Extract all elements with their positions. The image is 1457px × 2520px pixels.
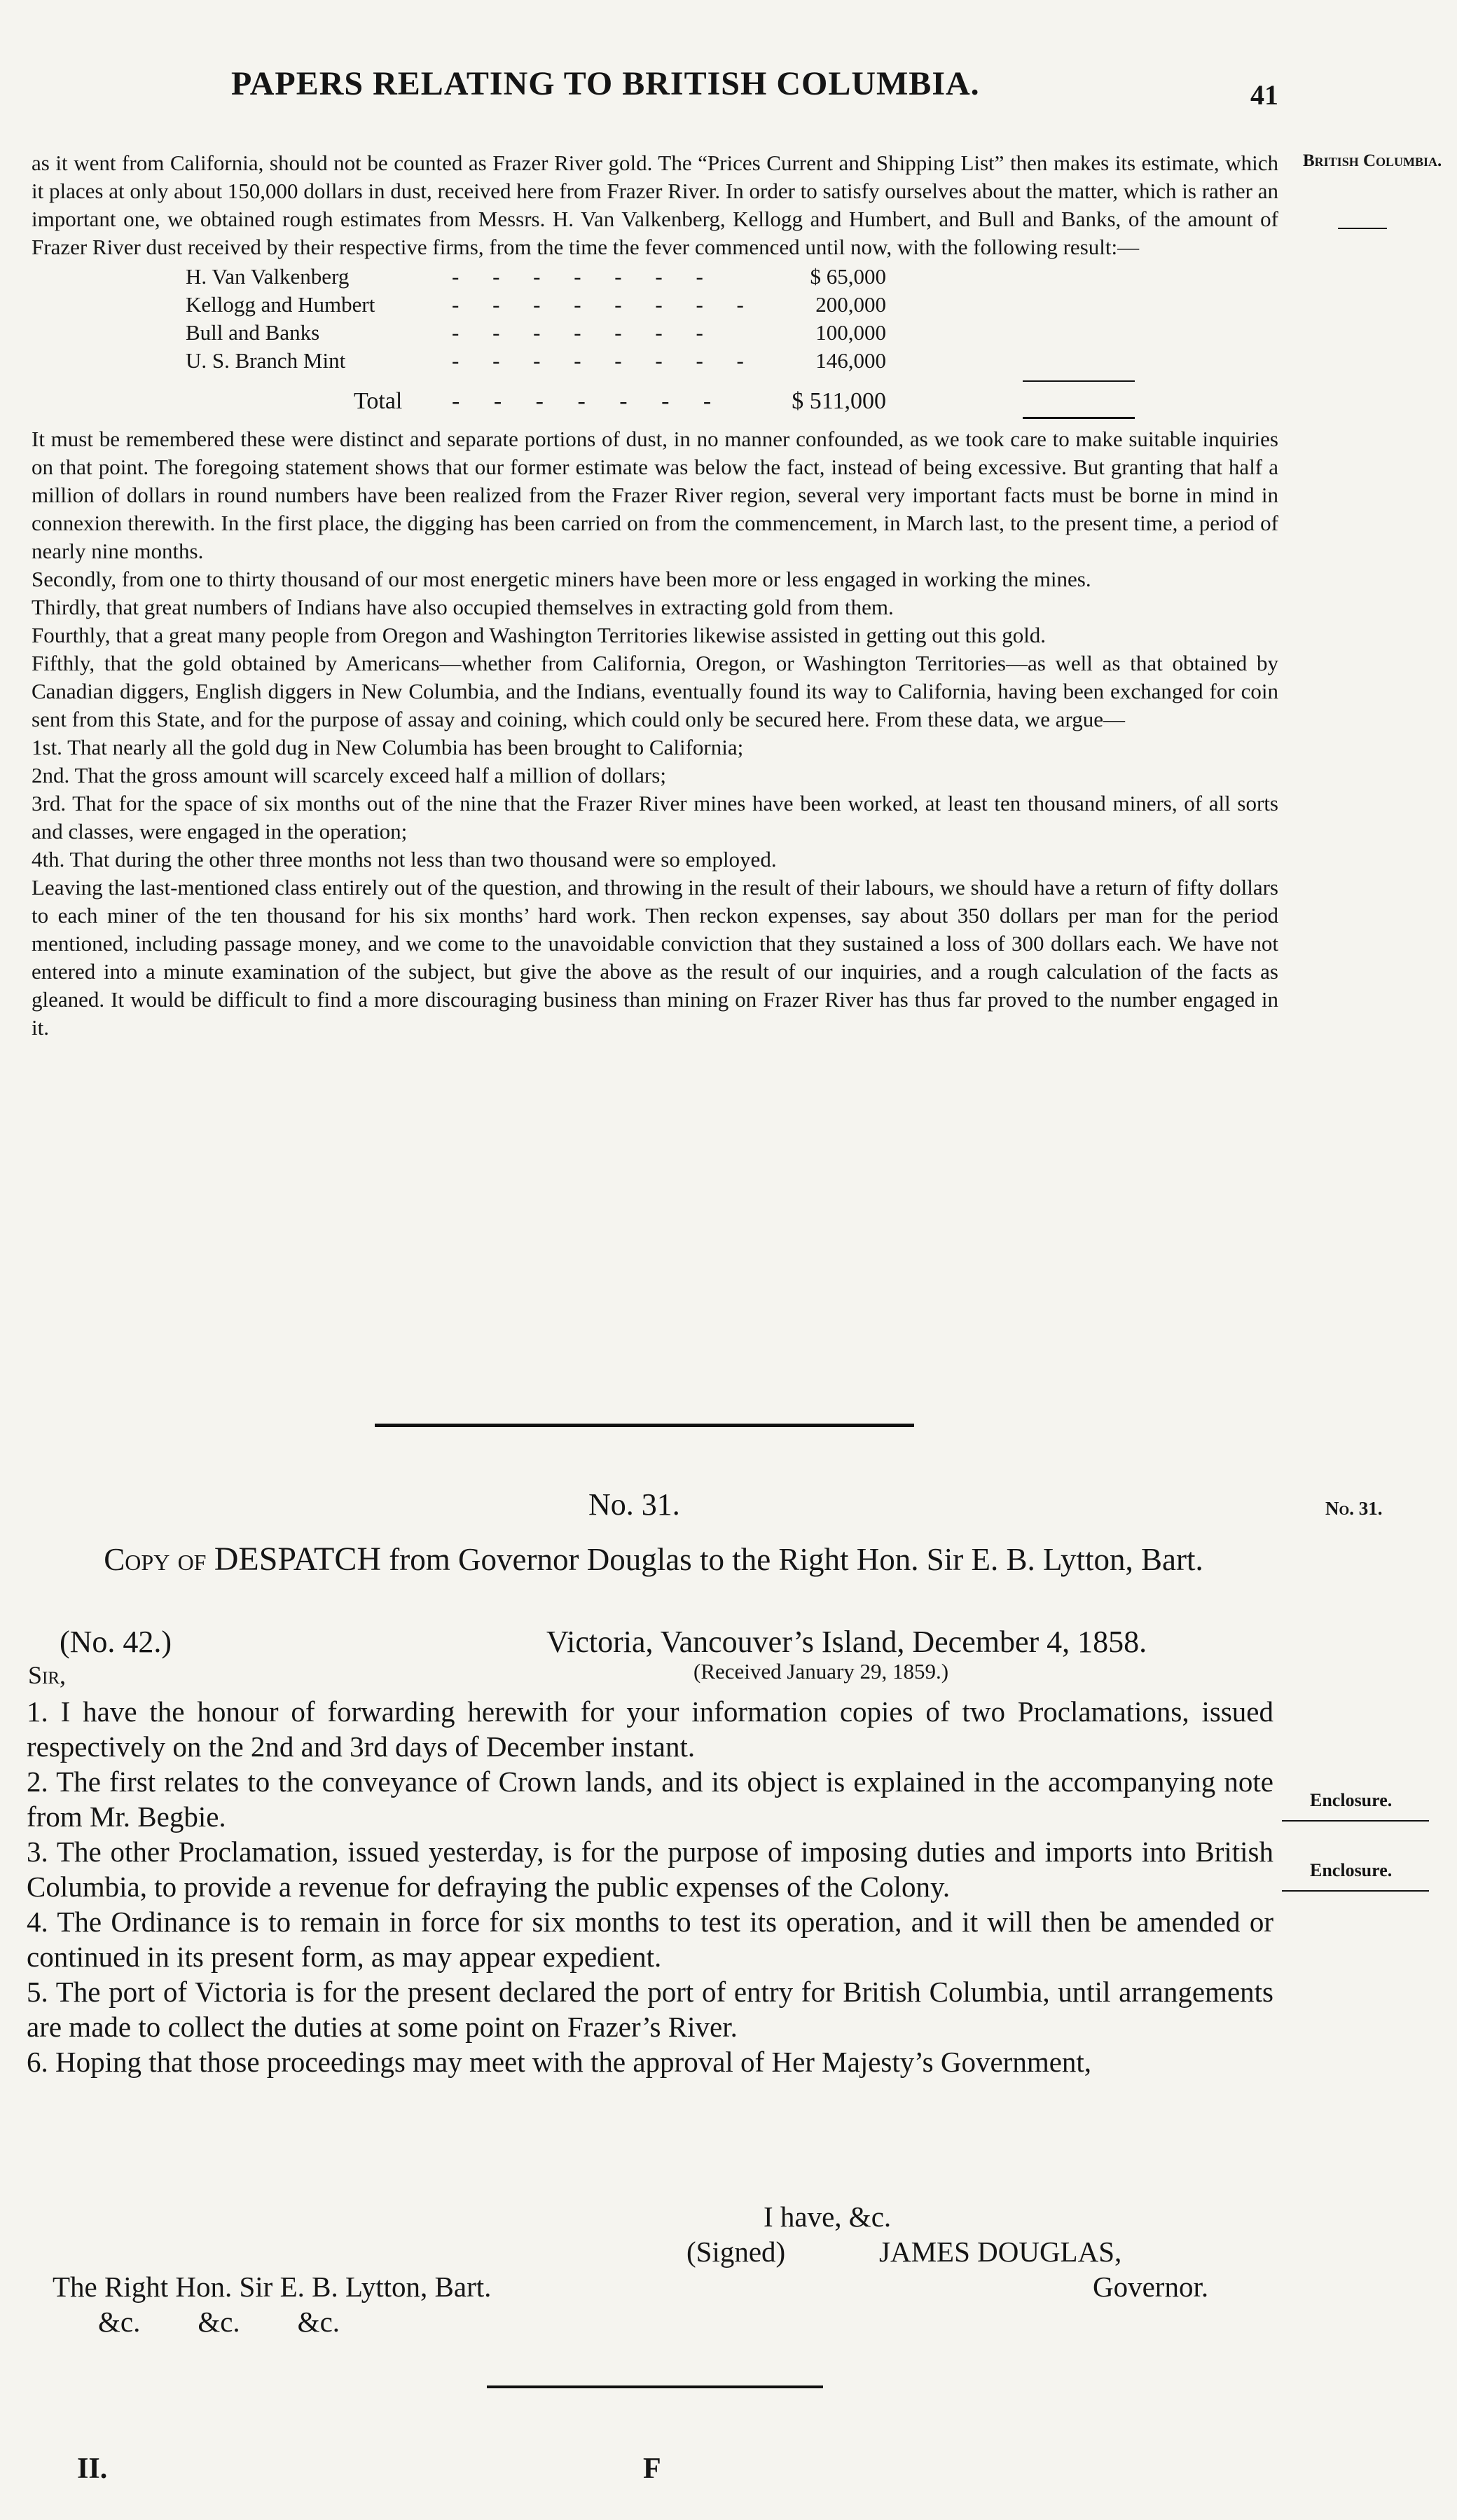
margin-rule <box>1282 1820 1429 1822</box>
title-despatch: DESPATCH <box>214 1541 382 1578</box>
table-row <box>32 319 1278 347</box>
paragraph-intro: as it went from California, should not be counted as Frazer River gold. The “Prices Current and Shipping List” then makes its estimate, which it places at only about 150,000 dollars in dust, received here from Frazer River. In order to satisfy ourselves about the matter, which is rather an important one, we obtained rough estimates from Messrs. H. Van Valkenberg, Kellogg and Humbert, and Bull and Banks, of the amount of Frazer River dust received by their respective firms, from the time the fever commenced until now, with the following result:— <box>32 151 1278 259</box>
paragraph: Leaving the last-mentioned class entirely out of the question, and throwing in the result of their labours, we should have a return of fifty dollars to each miner of the ten thousand for his six months’ hard work. Then reckon expenses, say about 350 dollars per man for the period mentioned, including passage money, and we come to the unavoidable conviction that they sustained a loss of 300 dollars each. We have not entered into a minute examination of the subject, but give the above as the result of our inquiries, and a rough calculation of the facts as gleaned. It would be difficult to find a more discouraging business than mining on Frazer River has thus far proved to the number engaged in it. <box>32 875 1278 1040</box>
table-cell-name: Kellogg and Humbert <box>186 292 375 317</box>
margin-note-british-columbia: British Columbia. <box>1303 151 1442 170</box>
signed-label: (Signed) <box>686 2236 786 2268</box>
paragraph: Secondly, from one to thirty thousand of our most energetic miners have been more or less engaged in working the mines. <box>32 567 1091 591</box>
signature-mark-center: F <box>643 2453 661 2485</box>
list-item: 2nd. That the gross amount will scarcely exceed half a million of dollars; <box>32 763 666 787</box>
table-cell-name: H. Van Valkenberg <box>186 264 350 289</box>
page-number: 41 <box>1250 79 1278 111</box>
list-item: 1st. That nearly all the gold dug in New Columbia has been brought to California; <box>32 735 744 759</box>
place-date: Victoria, Vancouver’s Island, December 4, 1858. <box>546 1625 1147 1659</box>
margin-number: No. 31. <box>1325 1498 1383 1519</box>
table-cell-leader: - - - - - - - <box>452 320 717 345</box>
addressee: The Right Hon. Sir E. B. Lytton, Bart. <box>53 2271 492 2303</box>
total-label: Total <box>354 388 403 414</box>
addressee-etc: &c. &c. &c. <box>98 2306 340 2338</box>
table-row <box>32 263 1278 291</box>
signer-name: JAMES DOUGLAS, <box>879 2236 1122 2268</box>
document-number: No. 31. <box>588 1487 680 1522</box>
sum-rule <box>1023 380 1135 382</box>
paragraph: 4. The Ordinance is to remain in force for six months to test its operation, and it will then be amended or continued in its present form, as may appear expedient. <box>27 1906 1273 1973</box>
list-item: 3rd. That for the space of six months out of the nine that the Frazer River mines have been worked, at least ten thousand miners, of all sorts and classes, were engaged in the operation; <box>32 791 1278 844</box>
paragraph: Fifthly, that the gold obtained by Americans—whether from California, Oregon, or Washington Territories—as well as that obtained by Canadian diggers, English diggers in New Columbia, and the Indians, eventually found its way to California, having been exchanged for coin sent from this State, and for the purpose of assay and coining, which could only be secured here. From these data, we argue— <box>32 651 1278 731</box>
received-date: (Received January 29, 1859.) <box>693 1659 949 1684</box>
article-body <box>32 149 1278 1042</box>
salutation: Sir, <box>28 1661 67 1689</box>
margin-enclosure: Enclosure. <box>1310 1790 1393 1810</box>
table-cell-leader: - - - - - - - - <box>452 348 758 373</box>
table-row <box>32 347 1278 375</box>
paragraph: It must be remembered these were distinct and separate portions of dust, in no manner confounded, as we took care to make suitable inquiries on that point. The foregoing statement shows that our former estimate was below the fact, instead of being excessive. But granting that half a million of dollars in round numbers have been realized from the Frazer River region, several very important facts must be borne in mind in connexion therewith. In the first place, the digging has been carried on from the commencement, in March last, to the present time, a period of nearly nine months. <box>32 427 1278 563</box>
list-item: 4th. That during the other three months not less than two thousand were so employed. <box>32 847 777 872</box>
closing-divider <box>487 2385 823 2388</box>
paragraph: 5. The port of Victoria is for the present declared the port of entry for British Columbia, until arrangements are made to collect the duties at some point on Frazer’s River. <box>27 1976 1273 2043</box>
table-cell-leader: - - - - - - - <box>452 264 717 289</box>
despatch-title <box>27 1538 1280 1581</box>
table-row <box>32 291 1278 319</box>
table-cell-leader: - - - - - - - <box>452 388 726 414</box>
table-cell-amount: 100,000 <box>815 320 886 345</box>
signer-title: Governor. <box>1093 2271 1209 2303</box>
table-cell-name: U. S. Branch Mint <box>186 348 346 373</box>
table-cell-leader: - - - - - - - - <box>452 292 758 317</box>
title-copy: Copy of <box>104 1542 207 1577</box>
despatch-number: (No. 42.) <box>60 1625 172 1659</box>
table-cell-amount: $ 65,000 <box>810 264 886 289</box>
page-title: PAPERS RELATING TO BRITISH COLUMBIA. <box>231 65 980 102</box>
margin-rule <box>1338 228 1387 229</box>
margin-rule <box>1282 1890 1429 1892</box>
table-cell-amount: 146,000 <box>815 348 886 373</box>
paragraph: Thirdly, that great numbers of Indians have also occupied themselves in extracting gold from them. <box>32 595 894 619</box>
closing: I have, &c. <box>764 2201 892 2233</box>
table-row-total <box>32 387 1278 415</box>
table-cell-name: Bull and Banks <box>186 320 320 345</box>
title-rest: from Governor Douglas to the Right Hon. Sir E. B. Lytton, Bart. <box>389 1542 1203 1577</box>
paragraph: 3. The other Proclamation, issued yesterday, is for the purpose of imposing duties and imports into British Columbia, to provide a revenue for defraying the public expenses of the Colony. <box>27 1836 1273 1903</box>
paragraph: Fourthly, that a great many people from Oregon and Washington Territories likewise assisted in getting out this gold. <box>32 623 1047 647</box>
paragraph: 6. Hoping that those proceedings may meet with the approval of Her Majesty’s Government, <box>27 2046 1092 2078</box>
margin-enclosure: Enclosure. <box>1310 1860 1393 1880</box>
signature-mark-left: II. <box>77 2453 108 2485</box>
total-rule <box>1023 417 1135 419</box>
total-amount: $ 511,000 <box>792 388 886 414</box>
section-divider <box>375 1424 914 1427</box>
paragraph: 2. The first relates to the conveyance of Crown lands, and its object is explained in the accompanying note from Mr. Begbie. <box>27 1765 1273 1833</box>
dust-table <box>32 263 1278 425</box>
despatch-body <box>27 1694 1273 2079</box>
paragraph: 1. I have the honour of forwarding herewith for your information copies of two Proclamations, issued respectively on the 2nd and 3rd days of December instant. <box>27 1695 1273 1763</box>
table-cell-amount: 200,000 <box>815 292 886 317</box>
